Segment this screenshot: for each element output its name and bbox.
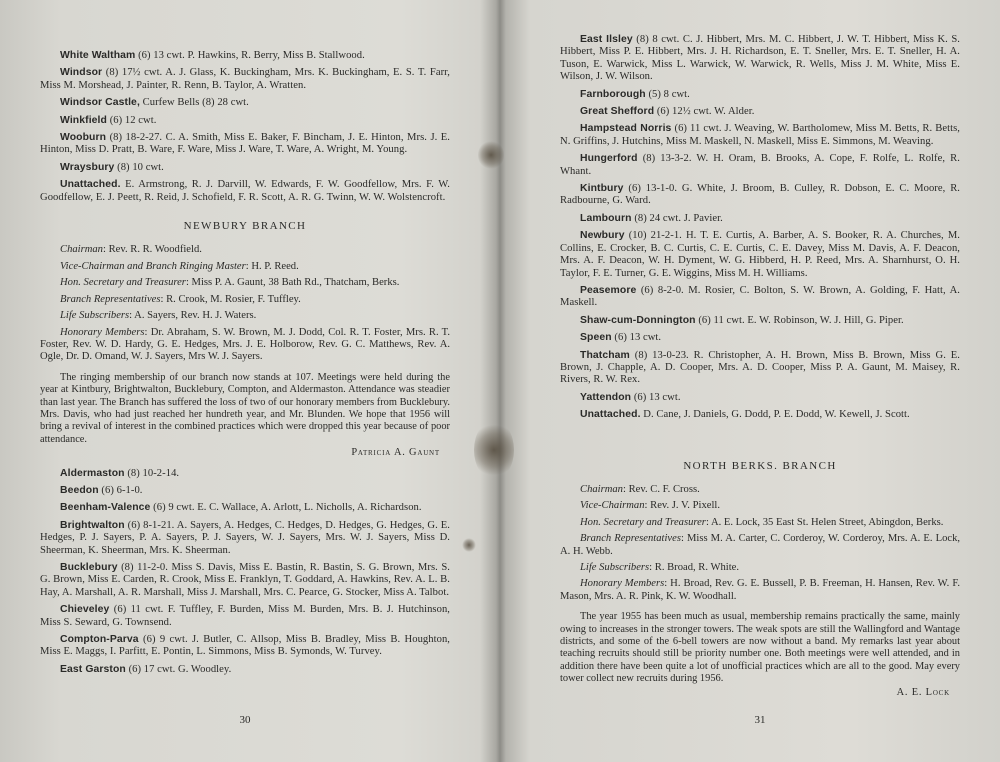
tower-entry [560, 409, 960, 421]
tower-list-bottom [40, 468, 450, 677]
tower-entry [560, 153, 960, 178]
tower-detail: (5) 8 cwt. [648, 88, 690, 100]
officer-role: Life Subscribers [580, 562, 650, 573]
officer-names: Miss P. A. Gaunt, 38 Bath Rd., Thatcham, Berks. [191, 277, 400, 289]
binding-stain [462, 538, 476, 552]
officer-line: Hon. Secretary and Treasurer: A. E. Lock, 35 East St. Helen Street, Abingdon, Berks. [580, 516, 944, 528]
tower-detail: (8) 13-0-23. R. Christopher, A. H. Brown, Miss B. Brown, Miss G. E. Brown, J. Chapple, A. D. Cooper, Mrs. A. D. Cooper, Miss P. A. Gaunt, M. Maisey, R. Rivers, R. W. Rex. [560, 349, 960, 386]
tower-entry [560, 230, 960, 280]
officer-line: Branch Representatives: R. Crook, M. Rosier, F. Tuffley. [60, 293, 301, 305]
page-number: 30 [239, 713, 251, 726]
tower-detail: (6) 11 cwt. E. W. Robinson, W. J. Hill, G. Piper. [698, 314, 904, 326]
tower-detail: (6) 13 cwt. P. Hawkins, R. Berry, Miss B. Stallwood. [138, 50, 365, 61]
tower-name: East Ilsley [580, 34, 633, 45]
branch-report: The year 1955 has been much as usual, membership remains practically the same, mainly owing to increases in the stronger towers. The weak spots are still the Wallingford and Wantage districts, and some of the 6-bell towers are now without a band. My remarks last year about teaching recruits should still be priority number one. Both meetings were well attended, and in addition there have been quite a lot of unofficial practices which are all to the good. May every tower collect new recruits during 1956. [560, 611, 960, 685]
tower-entry [40, 162, 450, 174]
tower-name: Windsor [60, 67, 103, 79]
tower-name: Bucklebury [60, 562, 118, 573]
tower-name: Brightwalton [60, 519, 125, 531]
branch-heading: NORTH BERKS. BRANCH [683, 459, 837, 472]
tower-entry [560, 89, 960, 101]
tower-name: Unattached. [580, 409, 641, 421]
tower-entry [40, 67, 450, 92]
tower-name: Wraysbury [60, 161, 115, 173]
tower-name: Peasemore [580, 284, 637, 296]
tower-entry [560, 123, 960, 148]
officer-names: R. Broad, R. White. [654, 562, 740, 573]
officer-names: A. E. Lock, 35 East St. Helen Street, Abingdon, Berks. [710, 516, 944, 528]
tower-detail: (10) 21-2-1. H. T. E. Curtis, A. Barber, A. S. Booker, R. A. Churches, M. Collins, E. Crocker, B. C. Curtis, C. E. Curtis, C. E. Davey, Miss M. Davis, A. F. Deacon, Mrs. A. F. Deacon, W. H. Dyment, W. G. Hibberd, H. P. Reed, Mrs. A. Sharnhurst, O. H. Taylor, F. E. Turner, G. E. Wiggins, Miss M. H. Williams. [560, 230, 960, 279]
tower-entry [560, 183, 960, 208]
tower-name: Hungerford [580, 153, 638, 165]
officer-role: Chairman [580, 483, 623, 495]
page-number: 31 [754, 713, 766, 726]
tower-detail: (6) 8-1-21. A. Sayers, A. Hedges, C. Hedges, D. Hedges, G. Hedges, G. E. Hedges, P. J. Sayers, P. A. Sayers, P. J. Sayers, W. J. Sayers, Mrs. W. J. Sayers, Miss D. Sheerman, K. Sheerman, Mrs. K. Sheerman. [40, 519, 450, 556]
officer-line: Vice-Chairman: Rev. J. V. Pixell. [580, 500, 720, 512]
tower-detail: (8) 24 cwt. J. Pavier. [634, 212, 723, 224]
branch-report: The ringing membership of our branch now stands at 107. Meetings were held during the year at Kintbury, Brightwalton, Bucklebury, Compton, and Aldermaston. Attendance was steadier than last year. The Branch has suffered the loss of two of our honorary members from Bucklebury. Mrs. Davis, who had just reached her hundreth year, and Mr. Blunden. We hope that 1956 will bring a revival of interest in the combined practices which were dropped this year because of poor attendance. [40, 371, 450, 445]
tower-detail: (8) 10-2-14. [127, 467, 180, 479]
tower-entry [40, 97, 450, 109]
officer-role: Branch Representatives [60, 293, 161, 305]
tower-name: Yattendon [580, 391, 632, 403]
tower-name: Unattached. [60, 179, 121, 191]
officer-role: Vice-Chairman [580, 500, 645, 512]
tower-detail: (8) 10 cwt. [117, 161, 164, 173]
tower-entry [40, 634, 450, 659]
tower-entry [40, 115, 450, 127]
tower-detail: (6) 13 cwt. [633, 391, 681, 403]
tower-entry [560, 392, 960, 404]
tower-name: Great Shefford [580, 106, 655, 118]
officer-line: Chairman: Rev. R. R. Woodfield. [60, 244, 202, 256]
tower-name: Lambourn [580, 212, 632, 224]
tower-entry [40, 664, 450, 676]
officer-role: Vice-Chairman and Branch Ringing Master [60, 260, 246, 272]
tower-entry [560, 332, 960, 344]
report-signature: A. E. Lock [896, 686, 950, 698]
tower-entry [40, 179, 450, 204]
officer-names: H. P. Reed. [251, 260, 299, 272]
tower-detail: (8) 11-2-0. Miss S. Davis, Miss E. Bastin, R. Bastin, S. G. Brown, Mrs. S. G. Brown, Miss E. Carden, R. Crook, Miss E. Franklyn, T. Goddard, A. Hawkins, Rev. A. L. B. Hay, A. Marshall, A. R. Marshall, Miss J. Marshall, Mrs. C. Pearce, G. Stocker, Miss A. Talbot. [40, 562, 450, 598]
officer-role: Honorary Members [580, 578, 665, 590]
tower-detail: (6) 11 cwt. J. Weaving, W. Bartholomew, Miss M. Betts, R. Betts, N. Griffins, J. Hutchins, Miss M. Maskell, N. Maskell, Miss E. Simmons, M. Weaving. [560, 123, 961, 147]
tower-detail: (6) 9 cwt. J. Butler, C. Allsop, Miss B. Bradley, Miss B. Houghton, Miss E. Maggs, I. Parfitt, E. Pontin, L. Simmons, Miss B. Symonds, W. Turvey. [40, 634, 450, 658]
tower-entry [40, 132, 450, 157]
tower-name: Compton-Parva [60, 634, 139, 646]
tower-name: Windsor Castle, [60, 97, 140, 109]
officer-names: R. Crook, M. Rosier, F. Tuffley. [166, 293, 301, 305]
tower-entry [560, 106, 960, 118]
tower-detail: (6) 12½ cwt. W. Alder. [656, 106, 755, 118]
tower-name: Beenham-Valence [60, 502, 151, 514]
officer-role: Life Subscribers [60, 310, 130, 322]
officer-line: Branch Representatives: Miss M. A. Carter, C. Corderoy, W. Corderoy, Mrs. A. E. Lock, A. H. Webb. [560, 533, 961, 557]
tower-detail: (8) 8 cwt. C. J. Hibbert, Mrs. M. C. Hibbert, J. W. T. Hibbert, Miss K. S. Hibbert, Miss P. E. Hibbert, Mrs. J. H. Richardson, E. T. Sneller, Mrs. E. T. Sneller, H. A. Tuson, E. Warwick, Miss L. Warwick, W. Warwick, R. Wells, Miss J. M. White, Miss E. Wilson, J. W. Wilson. [560, 34, 961, 83]
tower-detail: (6) 13-1-0. G. White, J. Broom, B. Culley, R. Dobson, E. C. Moore, R. Radbourne, G. Ward. [560, 183, 961, 207]
tower-name: Beedon [60, 484, 99, 496]
officer-line: Honorary Members: Dr. Abraham, S. W. Brown, M. J. Dodd, Col. R. T. Foster, Mrs. R. T. Foster, Rev. W. D. Hardy, G. E. Hedges, Mrs. J. E. Holborow, Rev. G. C. Matthews, Rev. A. Ogle, Dr. D. Omand, W. J. Sayers, Mrs W. J. Sayers. [40, 326, 451, 363]
tower-name: Kintbury [580, 183, 624, 195]
officer-list [40, 244, 450, 363]
tower-detail: (6) 6-1-0. [101, 484, 143, 496]
tower-detail: (8) 18-2-27. C. A. Smith, Miss E. Baker, F. Bincham, J. E. Hinton, Mrs. J. E. Hinton, Miss D. Pratt, B. Ware, F. Ware, Miss J. Ware, T. Ware, A. Wright, M. Young. [40, 132, 450, 156]
tower-list-top [40, 50, 450, 204]
officer-line: Life Subscribers: A. Sayers, Rev. H. J. Waters. [60, 310, 257, 322]
report-signature: Patricia A. Gaunt [351, 447, 440, 459]
officer-names: Miss M. A. Carter, C. Corderoy, W. Corderoy, Mrs. A. E. Lock, A. H. Webb. [560, 533, 961, 557]
tower-name: Shaw-cum-Donnington [580, 314, 696, 326]
tower-entry [40, 562, 450, 599]
officer-names: Dr. Abraham, S. W. Brown, M. J. Dodd, Col. R. T. Foster, Mrs. R. T. Foster, Rev. W. D. Hardy, G. E. Hedges, Mrs. J. E. Holborow, Rev. G. C. Matthews, Rev. A. Ogle, Dr. D. Omand, W. J. Sayers, Mrs W. J. Sayers. [40, 326, 451, 363]
officer-role: Branch Representatives [580, 533, 681, 545]
tower-name: Newbury [580, 230, 625, 242]
officer-line: Honorary Members: H. Broad, Rev. G. E. Bussell, P. B. Freeman, H. Hansen, Rev. W. F. Mason, Mrs. A. R. Pink, K. W. Woodhall. [560, 578, 961, 602]
officer-line: Hon. Secretary and Treasurer: Miss P. A. Gaunt, 38 Bath Rd., Thatcham, Berks. [60, 277, 400, 289]
officer-role: Hon. Secretary and Treasurer [60, 277, 186, 289]
tower-name: Thatcham [580, 349, 630, 361]
officer-names: A. Sayers, Rev. H. J. Waters. [134, 310, 257, 322]
officer-line: Vice-Chairman and Branch Ringing Master: H. P. Reed. [60, 260, 299, 272]
tower-detail: (8) 13-3-2. W. H. Oram, B. Brooks, A. Cope, F. Rolfe, L. Rolfe, R. Whant. [560, 153, 960, 177]
tower-entry [40, 485, 450, 497]
tower-detail: (6) 8-2-0. M. Rosier, C. Bolton, S. W. Brown, A. Golding, F. Hatt, A. Maskell. [560, 284, 961, 309]
tower-name: Chieveley [60, 604, 110, 616]
tower-entry [560, 285, 960, 310]
tower-name: Speen [580, 332, 612, 344]
branch-heading: NEWBURY BRANCH [183, 220, 307, 233]
tower-list [560, 34, 960, 422]
officer-names: Rev. R. R. Woodfield. [108, 244, 202, 256]
officer-list [560, 484, 960, 603]
tower-entry [560, 213, 960, 225]
tower-detail: (6) 13 cwt. [614, 332, 662, 344]
tower-entry [40, 502, 450, 514]
binding-stain [474, 420, 514, 480]
officer-line: Chairman: Rev. C. F. Cross. [580, 483, 700, 495]
tower-name: Wooburn [60, 132, 107, 144]
tower-detail: (6) 17 cwt. G. Woodley. [128, 663, 232, 675]
tower-detail: (8) 17½ cwt. A. J. Glass, K. Buckingham, Mrs. K. Buckingham, E. S. T. Farr, Miss M. Morshead, J. Painter, R. Renn, B. Taylor, A. Wratten. [40, 67, 451, 91]
tower-entry [560, 34, 960, 84]
officer-names: Rev. C. F. Cross. [628, 483, 700, 495]
tower-entry [40, 468, 450, 480]
officer-role: Hon. Secretary and Treasurer [580, 516, 706, 528]
officer-names: H. Broad, Rev. G. E. Bussell, P. B. Freeman, H. Hansen, Rev. W. F. Mason, Mrs. A. R. Pink, K. W. Woodhall. [560, 578, 961, 602]
tower-name: Farnborough [580, 88, 646, 100]
tower-entry [560, 350, 960, 387]
officer-line: Life Subscribers: R. Broad, R. White. [580, 562, 740, 573]
tower-detail: Curfew Bells (8) 28 cwt. [142, 97, 249, 109]
tower-entry [40, 604, 450, 629]
left-page [40, 0, 450, 762]
tower-entry [40, 520, 450, 557]
tower-detail: (6) 9 cwt. E. C. Wallace, A. Arlott, L. Nicholls, A. Richardson. [153, 502, 422, 514]
tower-name: East Garston [60, 663, 126, 675]
tower-entry [40, 50, 450, 62]
officer-role: Honorary Members [60, 326, 145, 338]
tower-detail: D. Cane, J. Daniels, G. Dodd, P. E. Dodd, W. Kewell, J. Scott. [643, 409, 910, 421]
tower-detail: E. Armstrong, R. J. Darvill, W. Edwards, F. W. Goodfellow, Mrs. F. W. Goodfellow, E. J. Peett, R. Reid, J. Schofield, F. R. Scott, A. R. G. Twinn, W. W. Wolstencroft. [40, 179, 451, 203]
tower-entry [560, 315, 960, 327]
right-page [560, 0, 960, 762]
binding-stain [478, 140, 504, 170]
tower-detail: (6) 11 cwt. F. Tuffley, F. Burden, Miss M. Burden, Mrs. B. J. Hutchinson, Miss S. Seward, G. Townsend. [40, 604, 450, 628]
tower-name: Aldermaston [60, 467, 125, 479]
tower-detail: (6) 12 cwt. [109, 114, 157, 126]
officer-names: Rev. J. V. Pixell. [650, 500, 720, 512]
tower-name: Winkfield [60, 114, 107, 126]
officer-role: Chairman [60, 244, 103, 256]
tower-name: Hampstead Norris [580, 123, 672, 135]
tower-name: White Waltham [60, 50, 136, 61]
